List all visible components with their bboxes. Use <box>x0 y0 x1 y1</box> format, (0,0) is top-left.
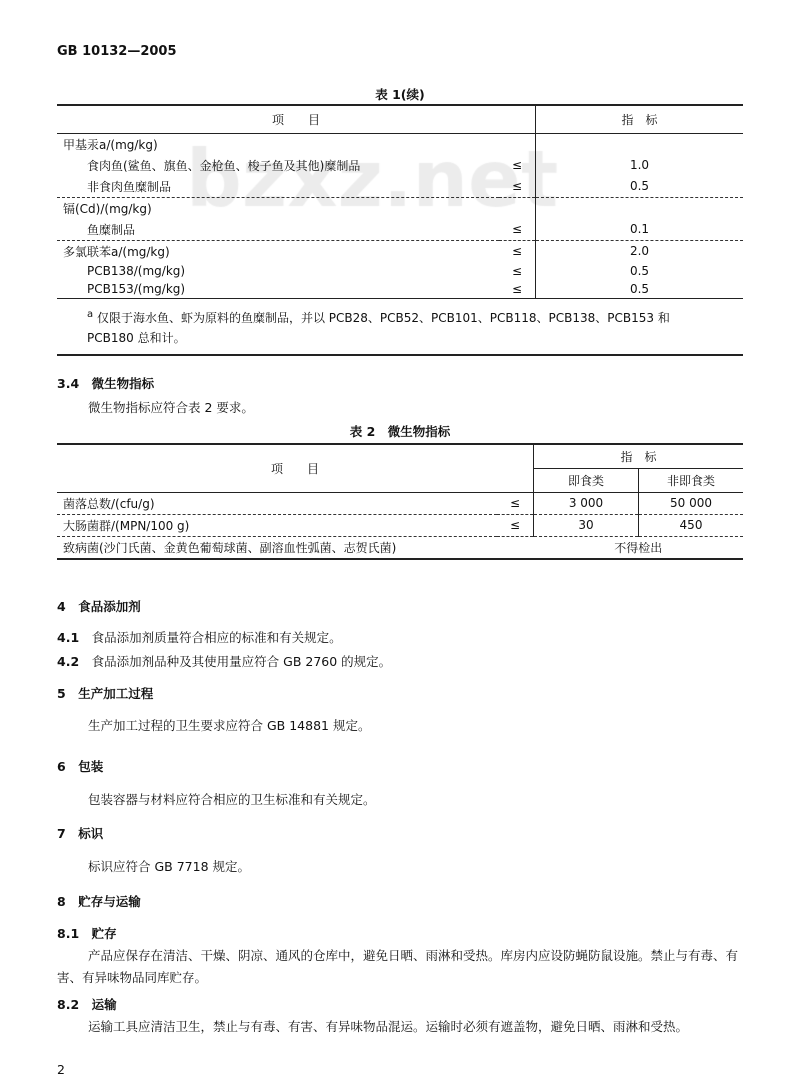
table2-header-nonready: 非即食类 <box>639 468 744 492</box>
row-item: PCB138/(mg/kg) <box>87 263 186 278</box>
section-3-4-text: 微生物指标应符合表 2 要求。 <box>88 400 254 415</box>
standard-number: GB 10132—2005 <box>57 44 177 59</box>
row-value: 3 000 <box>534 492 639 514</box>
row-value: 50 000 <box>639 492 744 514</box>
section-5-text: 生产加工过程的卫生要求应符合 GB 14881 规定。 <box>88 718 371 733</box>
section-number: 3.4 <box>57 376 80 391</box>
section-title: 贮存与运输 <box>78 894 141 909</box>
footnote-text: 仅限于海水鱼、虾为原料的鱼糜制品，并以 PCB28、PCB52、PCB101、PCB118、PCB138、PCB153 和 PCB180 总和计。 <box>87 310 670 345</box>
section-number: 8.1 <box>57 926 80 941</box>
table2-header-item: 项 目 <box>270 461 319 476</box>
section-title: 食品添加剂 <box>78 599 141 614</box>
section-title: 标识 <box>78 826 104 841</box>
row-item: 非食肉鱼糜制品 <box>87 179 172 194</box>
table2-header-ready: 即食类 <box>534 468 639 492</box>
table2-caption: 表 2 微生物指标 <box>349 424 451 439</box>
row-item: 鱼糜制品 <box>87 222 136 237</box>
section-7-heading <box>57 824 103 842</box>
section-4-2 <box>57 652 391 670</box>
row-op: ≤ <box>511 179 523 193</box>
section-number: 5 <box>57 686 66 701</box>
row-value: 不得检出 <box>614 540 663 555</box>
table1 <box>57 104 743 356</box>
section-8-heading <box>57 892 141 910</box>
row-item: 食肉鱼(鲨鱼、旗鱼、金枪鱼、梭子鱼及其他)糜制品 <box>87 158 361 173</box>
table1-footnote <box>57 298 743 355</box>
section-title: 贮存 <box>91 926 117 941</box>
row-op: ≤ <box>511 158 523 172</box>
footnote-mark: a <box>87 308 94 320</box>
table2 <box>57 443 743 560</box>
group-title: 甲基汞a/(mg/kg) <box>63 137 158 152</box>
section-6-heading <box>57 757 103 775</box>
section-title: 包装 <box>78 759 104 774</box>
section-number: 6 <box>57 759 66 774</box>
row-op: ≤ <box>511 244 523 258</box>
table1-header-value: 指 标 <box>536 105 744 133</box>
row-value: 0.5 <box>536 262 744 280</box>
section-4-heading <box>57 597 141 615</box>
row-item: 大肠菌群/(MPN/100 g) <box>63 518 190 533</box>
row-item: 菌落总数/(cfu/g) <box>63 496 155 511</box>
section-6-text: 包装容器与材料应符合相应的卫生标准和有关规定。 <box>88 792 376 807</box>
section-number: 8.2 <box>57 997 80 1012</box>
table2-header-value: 指 标 <box>534 444 744 468</box>
row-op: ≤ <box>509 496 521 510</box>
table1-header-item: 项 目 <box>271 112 320 127</box>
row-op: ≤ <box>511 222 523 236</box>
section-8-1-text: 产品应保存在清洁、干燥、阴凉、通风的仓库中，避免日晒、雨淋和受热。库房内应设防蝇防鼠设施。禁止与有毒、有害、有异味物品同库贮存。 <box>57 948 739 985</box>
row-value: 0.1 <box>536 219 744 241</box>
section-7-text: 标识应符合 GB 7718 规定。 <box>88 859 250 874</box>
page-number: 2 <box>57 1062 65 1077</box>
row-value: 30 <box>534 514 639 536</box>
row-value: 0.5 <box>536 176 744 198</box>
section-number: 7 <box>57 826 66 841</box>
section-5-heading <box>57 684 153 702</box>
section-8-2-text: 运输工具应清洁卫生，禁止与有毒、有害、有异味物品混运。运输时必须有遮盖物，避免日晒、雨淋和受热。 <box>88 1019 689 1034</box>
section-number: 8 <box>57 894 66 909</box>
section-8-1-heading <box>57 924 117 942</box>
section-title: 微生物指标 <box>91 376 155 391</box>
row-value: 0.5 <box>536 280 744 299</box>
section-text: 食品添加剂质量符合相应的标准和有关规定。 <box>91 630 342 645</box>
row-item: PCB153/(mg/kg) <box>87 281 186 296</box>
group-title: 多氯联苯a/(mg/kg) <box>63 244 170 259</box>
section-number: 4 <box>57 599 66 614</box>
row-item: 致病菌(沙门氏菌、金黄色葡萄球菌、副溶血性弧菌、志贺氏菌) <box>63 540 397 555</box>
section-3-4-heading <box>57 374 154 392</box>
section-8-2-heading <box>57 995 117 1013</box>
group-title: 镉(Cd)/(mg/kg) <box>63 201 152 216</box>
row-value: 1.0 <box>536 155 744 176</box>
row-value: 2.0 <box>536 240 744 262</box>
section-title: 运输 <box>91 997 117 1012</box>
section-title: 生产加工过程 <box>78 686 154 701</box>
section-4-1 <box>57 628 342 646</box>
row-value: 450 <box>639 514 744 536</box>
section-number: 4.2 <box>57 654 80 669</box>
section-number: 4.1 <box>57 630 80 645</box>
row-op: ≤ <box>509 518 521 532</box>
table1-caption: 表 1(续) <box>375 87 425 102</box>
row-op: ≤ <box>511 281 523 296</box>
section-text: 食品添加剂品种及其使用量应符合 GB 2760 的规定。 <box>91 654 392 669</box>
row-op: ≤ <box>511 263 523 278</box>
